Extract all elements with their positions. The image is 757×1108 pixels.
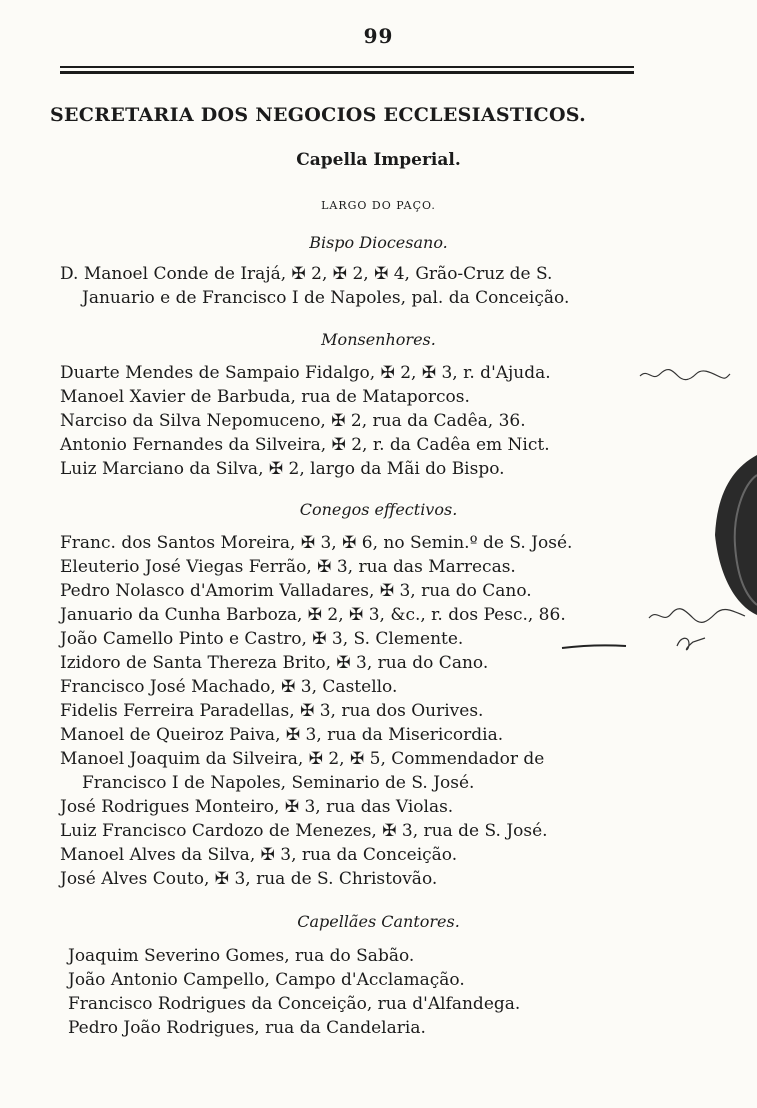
section-title-monsenhores: Monsenhores. [321, 330, 436, 349]
subheading: Capella Imperial. [296, 150, 461, 170]
page-edge-shadow [705, 455, 757, 615]
section-title-bispo: Bispo Diocesano. [309, 233, 448, 252]
list-item: José Alves Couto, ✠ 3, rua de S. Christovão. [60, 869, 438, 889]
list-item: Luiz Francisco Cardozo de Menezes, ✠ 3, rua de S. José. [60, 821, 548, 841]
list-item: João Antonio Campello, Campo d'Acclamação. [68, 970, 465, 990]
list-item: Januario e de Francisco I de Napoles, pal. da Conceição. [82, 288, 570, 308]
page-heading: SECRETARIA DOS NEGOCIOS ECCLESIASTICOS. [50, 104, 587, 126]
list-item: Francisco José Machado, ✠ 3, Castello. [60, 677, 398, 697]
list-item: Manoel Xavier de Barbuda, rua de Mataporcos. [60, 387, 470, 407]
list-item: Manoel Joaquim da Silveira, ✠ 2, ✠ 5, Commendador de [60, 749, 545, 769]
list-item: Pedro João Rodrigues, rua da Candelaria. [68, 1018, 426, 1038]
list-item: Januario da Cunha Barboza, ✠ 2, ✠ 3, &c., r. dos Pesc., 86. [60, 605, 566, 625]
list-item: Eleuterio José Viegas Ferrão, ✠ 3, rua das Marrecas. [60, 557, 516, 577]
list-item: Francisco I de Napoles, Seminario de S. José. [82, 773, 475, 793]
address-line: LARGO DO PAÇO. [321, 199, 436, 212]
list-item: José Rodrigues Monteiro, ✠ 3, rua das Violas. [60, 797, 454, 817]
page-number: 99 [363, 24, 394, 48]
list-item: Pedro Nolasco d'Amorim Valladares, ✠ 3, rua do Cano. [60, 581, 532, 601]
list-item: D. Manoel Conde de Irajá, ✠ 2, ✠ 2, ✠ 4, Grão-Cruz de S. [60, 264, 553, 284]
list-item: Antonio Fernandes da Silveira, ✠ 2, r. da Cadêa em Nict. [60, 435, 550, 455]
list-item: Manoel de Queiroz Paiva, ✠ 3, rua da Misericordia. [60, 725, 504, 745]
list-item: Francisco Rodrigues da Conceição, rua d'Alfandega. [68, 994, 521, 1014]
handwritten-annotation-top [638, 360, 733, 390]
list-item: Narciso da Silva Nepomuceno, ✠ 2, rua da Cadêa, 36. [60, 411, 526, 431]
list-item: Fidelis Ferreira Paradellas, ✠ 3, rua dos Ourives. [60, 701, 484, 721]
section-title-conegos: Conegos effectivos. [299, 500, 458, 519]
list-item: Manoel Alves da Silva, ✠ 3, rua da Conceição. [60, 845, 458, 865]
section-title-capellaes: Capellães Cantores. [297, 912, 460, 931]
list-item: Joaquim Severino Gomes, rua do Sabão. [68, 946, 415, 966]
list-item: Franc. dos Santos Moreira, ✠ 3, ✠ 6, no Semin.º de S. José. [60, 533, 573, 553]
list-item: Izidoro de Santa Thereza Brito, ✠ 3, rua do Cano. [60, 653, 489, 673]
pen-stroke-underline [560, 640, 630, 654]
list-item: Duarte Mendes de Sampaio Fidalgo, ✠ 2, ✠ 3, r. d'Ajuda. [60, 363, 551, 383]
list-item: João Camello Pinto e Castro, ✠ 3, S. Clemente. [60, 629, 464, 649]
list-item: Luiz Marciano da Silva, ✠ 2, largo da Mãi do Bispo. [60, 459, 505, 479]
double-rule [60, 66, 634, 76]
